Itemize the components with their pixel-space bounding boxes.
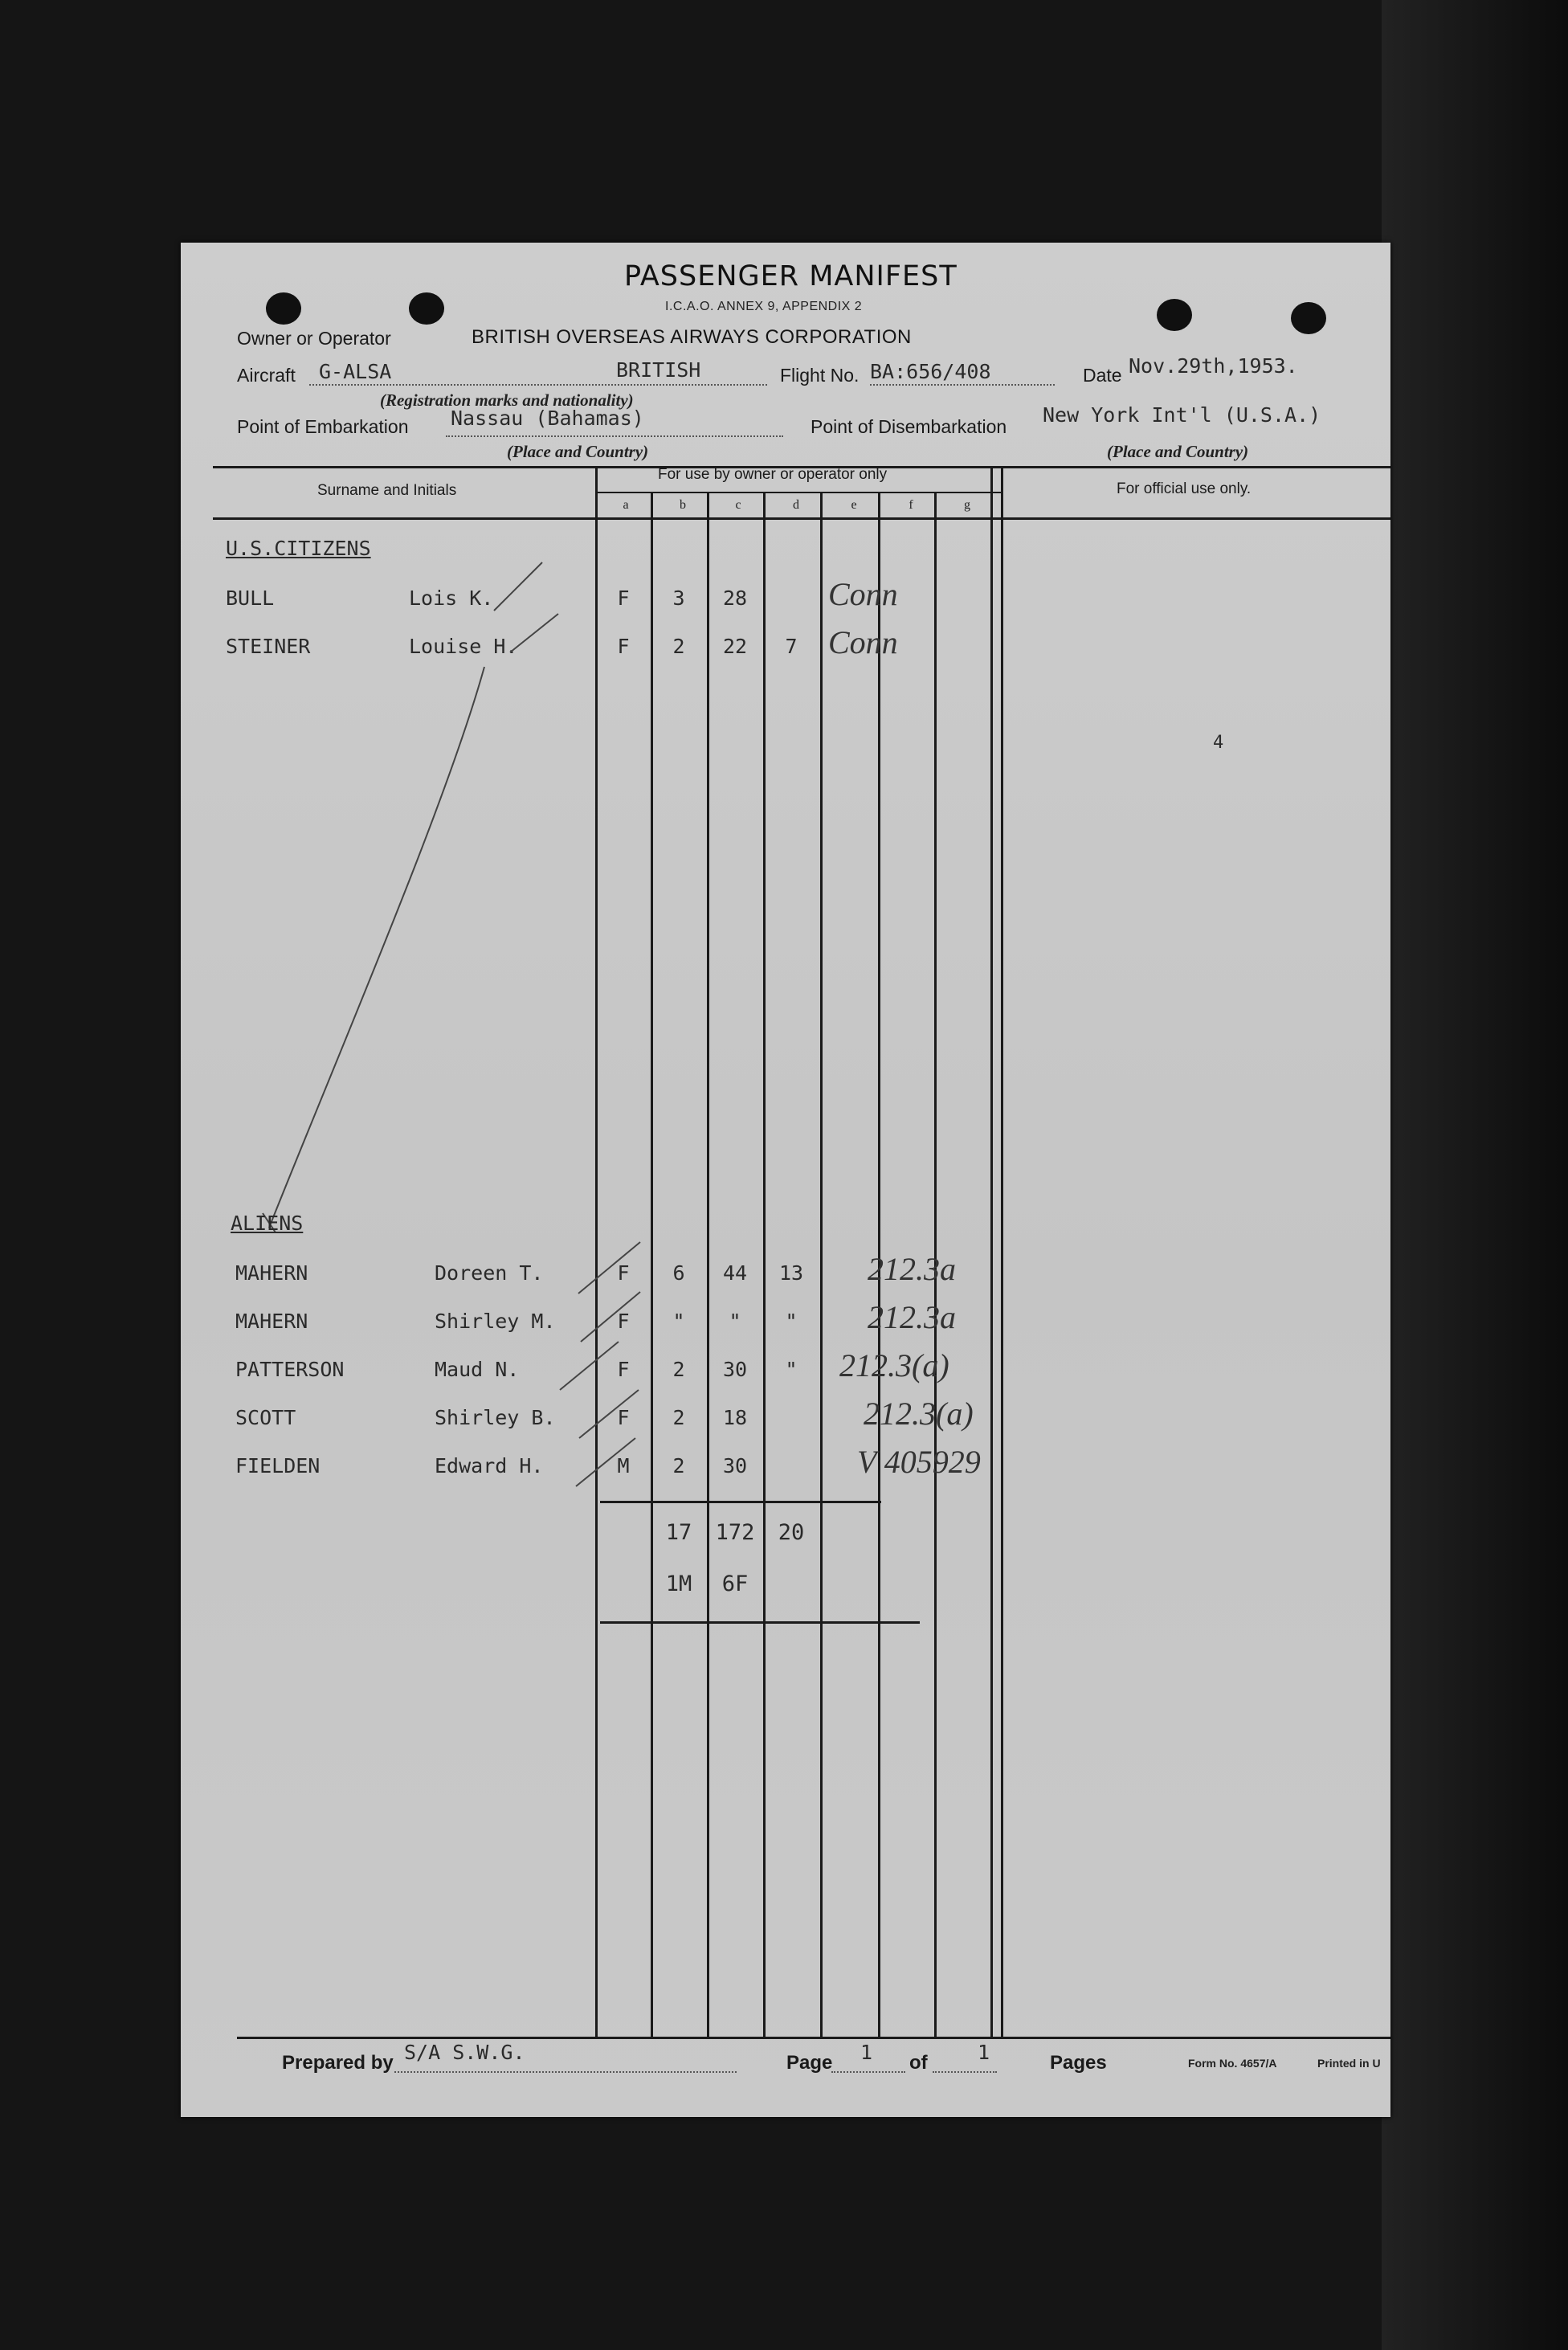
cell-e-handwritten: 212.3a: [868, 1251, 956, 1287]
column-c-header: c: [735, 498, 741, 512]
cell-e-handwritten: 212.3(a): [864, 1396, 974, 1432]
registration-note: (Registration marks and nationality): [380, 390, 634, 410]
cell-b: 2: [672, 1454, 685, 1477]
total-females: 6F: [721, 1571, 749, 1596]
place-note-left: (Place and Country): [507, 442, 649, 461]
cell-e-handwritten: 212.3a: [868, 1299, 956, 1335]
total-d: 20: [778, 1520, 805, 1545]
cell-e-handwritten: Conn: [828, 576, 898, 612]
of-label: of: [909, 2052, 928, 2074]
cell-b: 2: [672, 1358, 685, 1381]
nationality-value: BRITISH: [616, 358, 701, 382]
cell-a: F: [617, 1358, 630, 1381]
total-c: 172: [715, 1520, 755, 1545]
cell-a: F: [617, 1261, 630, 1285]
page-subtitle: I.C.A.O. ANNEX 9, APPENDIX 2: [665, 300, 863, 313]
passenger-initials: Shirley B.: [435, 1406, 556, 1429]
passenger-initials: Maud N.: [435, 1358, 520, 1381]
cell-e-handwritten: V 405929: [857, 1444, 981, 1480]
pages-label: Pages: [1050, 2052, 1107, 2074]
cell-c: 28: [722, 586, 748, 610]
cell-a: F: [617, 1310, 630, 1333]
owner-use-header: For use by owner or operator only: [658, 466, 888, 483]
cell-b: 6: [672, 1261, 685, 1285]
pen-strokes: [181, 243, 1390, 2117]
passenger-initials: Louise H.: [409, 635, 518, 658]
cell-a: M: [617, 1454, 630, 1477]
owner-value: BRITISH OVERSEAS AIRWAYS CORPORATION: [472, 326, 912, 348]
date-label: Date: [1083, 365, 1122, 386]
scan-background: [1382, 0, 1568, 2350]
passenger-initials: Edward H.: [435, 1454, 544, 1477]
column-g-header: g: [964, 498, 970, 512]
prepared-by-value: S/A S.W.G.: [404, 2041, 525, 2064]
section-heading-citizens: U.S.CITIZENS: [226, 537, 371, 560]
page-number: 1: [860, 2041, 873, 2064]
cell-b: 2: [672, 1406, 685, 1429]
total-males: 1M: [665, 1571, 692, 1596]
cell-e-handwritten: Conn: [828, 624, 898, 660]
total-b: 17: [665, 1520, 692, 1545]
side-mark: 4: [1213, 733, 1224, 753]
manifest-page: [181, 243, 1390, 2117]
cell-d: ": [785, 1310, 798, 1333]
cell-d: 13: [778, 1261, 804, 1285]
disembarkation-value: New York Int'l (U.S.A.): [1043, 403, 1321, 427]
aircraft-value: G-ALSA: [319, 360, 392, 383]
pages-dotline: [933, 2071, 997, 2073]
page-dotline: [831, 2071, 905, 2073]
page-label: Page: [786, 2052, 833, 2074]
totals-top-rule: [600, 1501, 881, 1503]
embarkation-label: Point of Embarkation: [237, 416, 409, 437]
cell-b: 3: [672, 586, 685, 610]
cell-c: 30: [722, 1454, 748, 1477]
passenger-surname: MAHERN: [235, 1310, 308, 1333]
place-note-right: (Place and Country): [1107, 442, 1249, 461]
cell-a: F: [617, 1406, 630, 1429]
form-number: Form No. 4657/A: [1188, 2057, 1277, 2070]
aircraft-label: Aircraft: [237, 365, 296, 386]
cell-e-handwritten: 212.3(a): [839, 1347, 949, 1383]
cell-c: ": [729, 1310, 741, 1333]
column-e-header: e: [851, 498, 857, 512]
surname-column-header: Surname and Initials: [317, 482, 457, 499]
cell-c: 18: [722, 1406, 748, 1429]
flight-value: BA:656/408: [870, 360, 991, 383]
date-value: Nov.29th,1953.: [1129, 354, 1298, 378]
passenger-surname: STEINER: [226, 635, 311, 658]
cell-d: ": [785, 1358, 798, 1381]
cell-a: F: [617, 635, 630, 658]
passenger-surname: PATTERSON: [235, 1358, 345, 1381]
page-title: PASSENGER MANIFEST: [624, 260, 958, 292]
embarkation-value: Nassau (Bahamas): [451, 407, 644, 430]
official-use-header: For official use only.: [1117, 480, 1252, 497]
cell-b: 2: [672, 635, 685, 658]
printed-in: Printed in U: [1317, 2057, 1381, 2070]
flight-label: Flight No.: [780, 365, 860, 386]
footer-rule: [237, 2037, 1390, 2039]
totals-bottom-rule: [600, 1621, 920, 1624]
section-heading-aliens: ALIENS: [231, 1212, 304, 1235]
cell-c: 30: [722, 1358, 748, 1381]
cell-d: 7: [785, 635, 798, 658]
passenger-initials: Shirley M.: [435, 1310, 556, 1333]
prepared-dotline: [394, 2071, 737, 2073]
disembarkation-label: Point of Disembarkation: [811, 416, 1007, 437]
passenger-initials: Doreen T.: [435, 1261, 544, 1285]
total-pages: 1: [978, 2041, 990, 2064]
passenger-surname: FIELDEN: [235, 1454, 321, 1477]
column-b-header: b: [680, 498, 686, 512]
passenger-surname: SCOTT: [235, 1406, 296, 1429]
column-f-header: f: [909, 498, 913, 512]
prepared-by-label: Prepared by: [282, 2052, 394, 2074]
column-a-header: a: [623, 498, 629, 512]
cell-b: ": [672, 1310, 685, 1333]
cell-c: 44: [722, 1261, 748, 1285]
passenger-initials: Lois K.: [409, 586, 494, 610]
cell-c: 22: [722, 635, 748, 658]
owner-label: Owner or Operator: [237, 328, 391, 349]
passenger-surname: MAHERN: [235, 1261, 308, 1285]
cell-a: F: [617, 586, 630, 610]
column-d-header: d: [793, 498, 799, 512]
passenger-surname: BULL: [226, 586, 275, 610]
